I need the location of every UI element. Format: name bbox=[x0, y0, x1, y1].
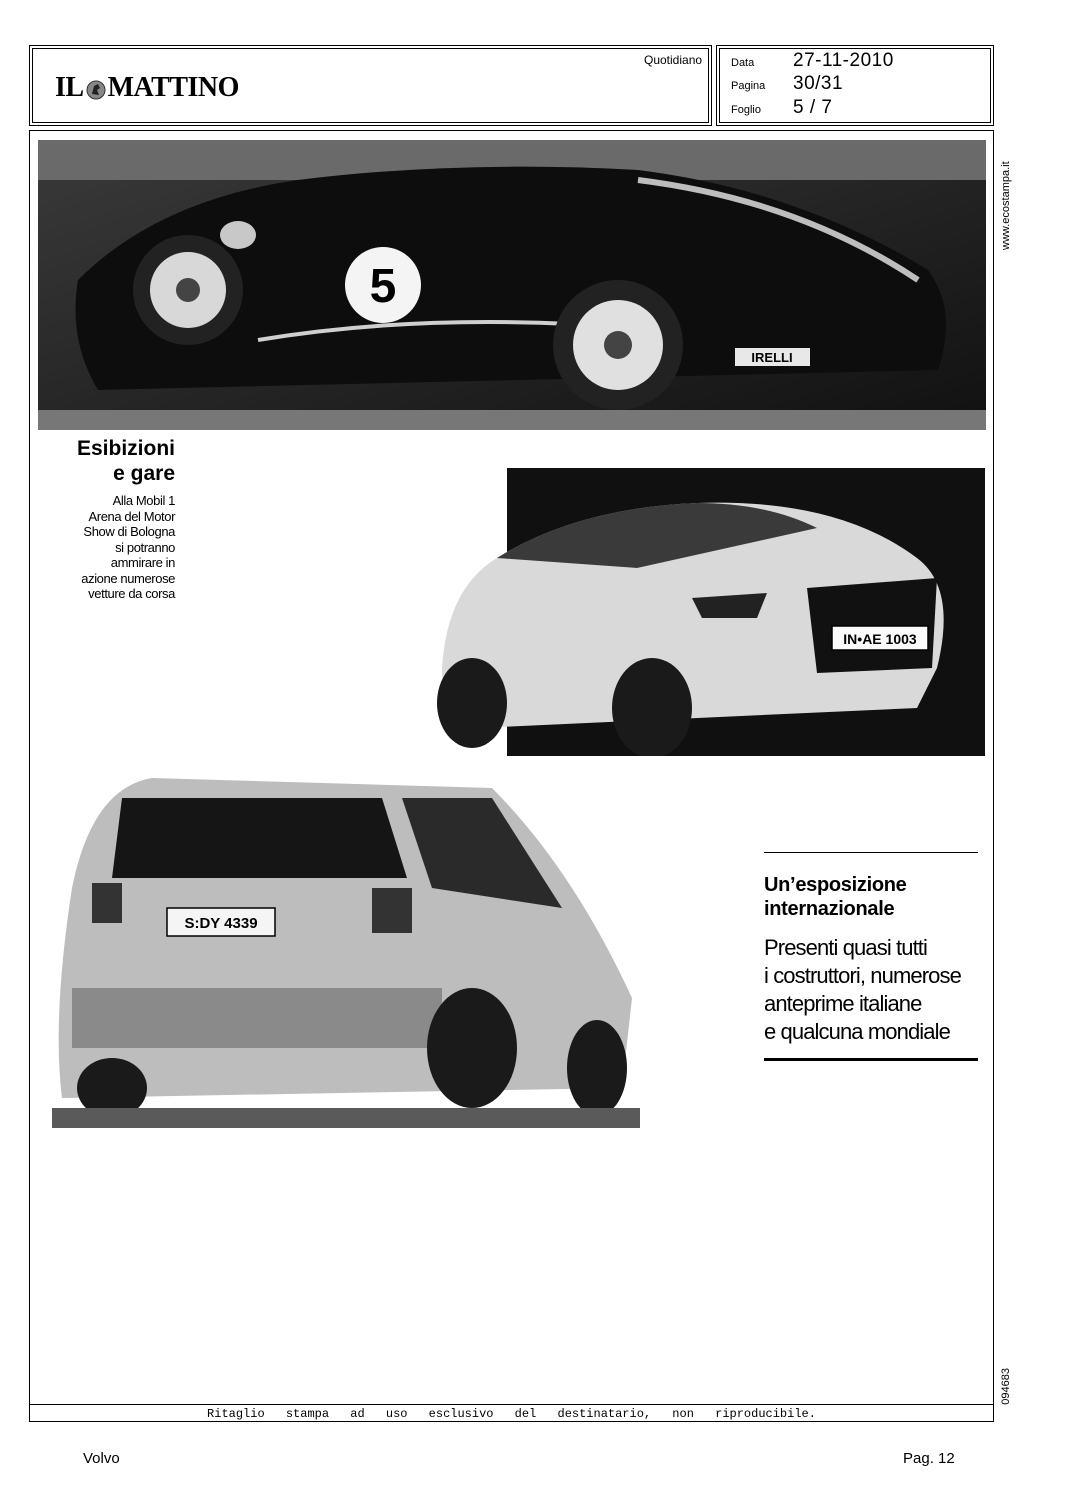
publication-type: Quotidiano bbox=[644, 53, 703, 67]
meta-value: 30/31 bbox=[793, 73, 844, 94]
caption2-body bbox=[764, 934, 994, 1046]
meta-row-page bbox=[731, 73, 843, 95]
caption1-title bbox=[40, 436, 175, 486]
race-car-photo bbox=[38, 140, 986, 430]
caption1-line: ammirare in bbox=[110, 555, 175, 570]
caption1-line: Arena del Motor bbox=[88, 508, 175, 524]
meta-value: 5 / 7 bbox=[793, 97, 833, 118]
hatchback-plate: IN•AE 1003 bbox=[843, 631, 917, 647]
newspaper-logo bbox=[55, 72, 239, 104]
caption1-body bbox=[40, 493, 175, 602]
caption2-rule-top bbox=[764, 852, 978, 853]
caption2-line: anteprime italiane bbox=[764, 991, 922, 1016]
caption1-line: Alla Mobil 1 bbox=[112, 493, 175, 508]
race-number: 5 bbox=[369, 260, 397, 313]
caption1-line: azione numerose bbox=[81, 570, 175, 586]
logo-text-right: MATTINO bbox=[107, 72, 239, 103]
meta-value: 27-11-2010 bbox=[793, 50, 894, 71]
caption1-line: si potranno bbox=[115, 539, 175, 555]
source-url: www.ecostampa.it bbox=[1000, 161, 1012, 250]
logo-text-left: IL bbox=[55, 72, 84, 103]
meta-label: Data bbox=[731, 57, 755, 69]
suv-photo bbox=[52, 768, 640, 1128]
caption2-line: Presenti quasi tutti bbox=[764, 935, 927, 960]
section-label: Volvo bbox=[83, 1450, 120, 1467]
suv-plate: S:DY 4339 bbox=[184, 915, 258, 932]
hatchback-photo bbox=[437, 468, 985, 756]
caption2-title-line: Un’esposizione bbox=[764, 874, 907, 896]
page-number: Pag. 12 bbox=[903, 1450, 955, 1467]
caption2-title bbox=[764, 873, 984, 921]
caption2-title-line: internazionale bbox=[764, 898, 895, 920]
sponsor-decal: IRELLI bbox=[751, 350, 793, 365]
caption1-title-line: Esibizioni bbox=[76, 437, 175, 460]
caption1-title-line: e gare bbox=[113, 462, 175, 485]
meta-row-sheet bbox=[731, 97, 832, 119]
horse-emblem-icon bbox=[85, 77, 107, 99]
meta-label: Pagina bbox=[731, 80, 766, 92]
caption2-line: i costruttori, numerose bbox=[764, 963, 961, 988]
footer-divider bbox=[29, 1404, 994, 1405]
caption2-rule-bottom bbox=[764, 1058, 978, 1061]
meta-row-date bbox=[731, 50, 894, 72]
caption1-line: vetture da corsa bbox=[88, 586, 175, 601]
caption1-line: Show di Bologna bbox=[83, 524, 175, 539]
clipping-code: 094683 bbox=[1000, 1368, 1012, 1405]
reproduction-notice: Ritaglio stampa ad uso esclusivo del destinatario, non riproducibile. bbox=[207, 1407, 816, 1421]
meta-label: Foglio bbox=[731, 104, 761, 116]
caption2-line: e qualcuna mondiale bbox=[764, 1019, 950, 1044]
